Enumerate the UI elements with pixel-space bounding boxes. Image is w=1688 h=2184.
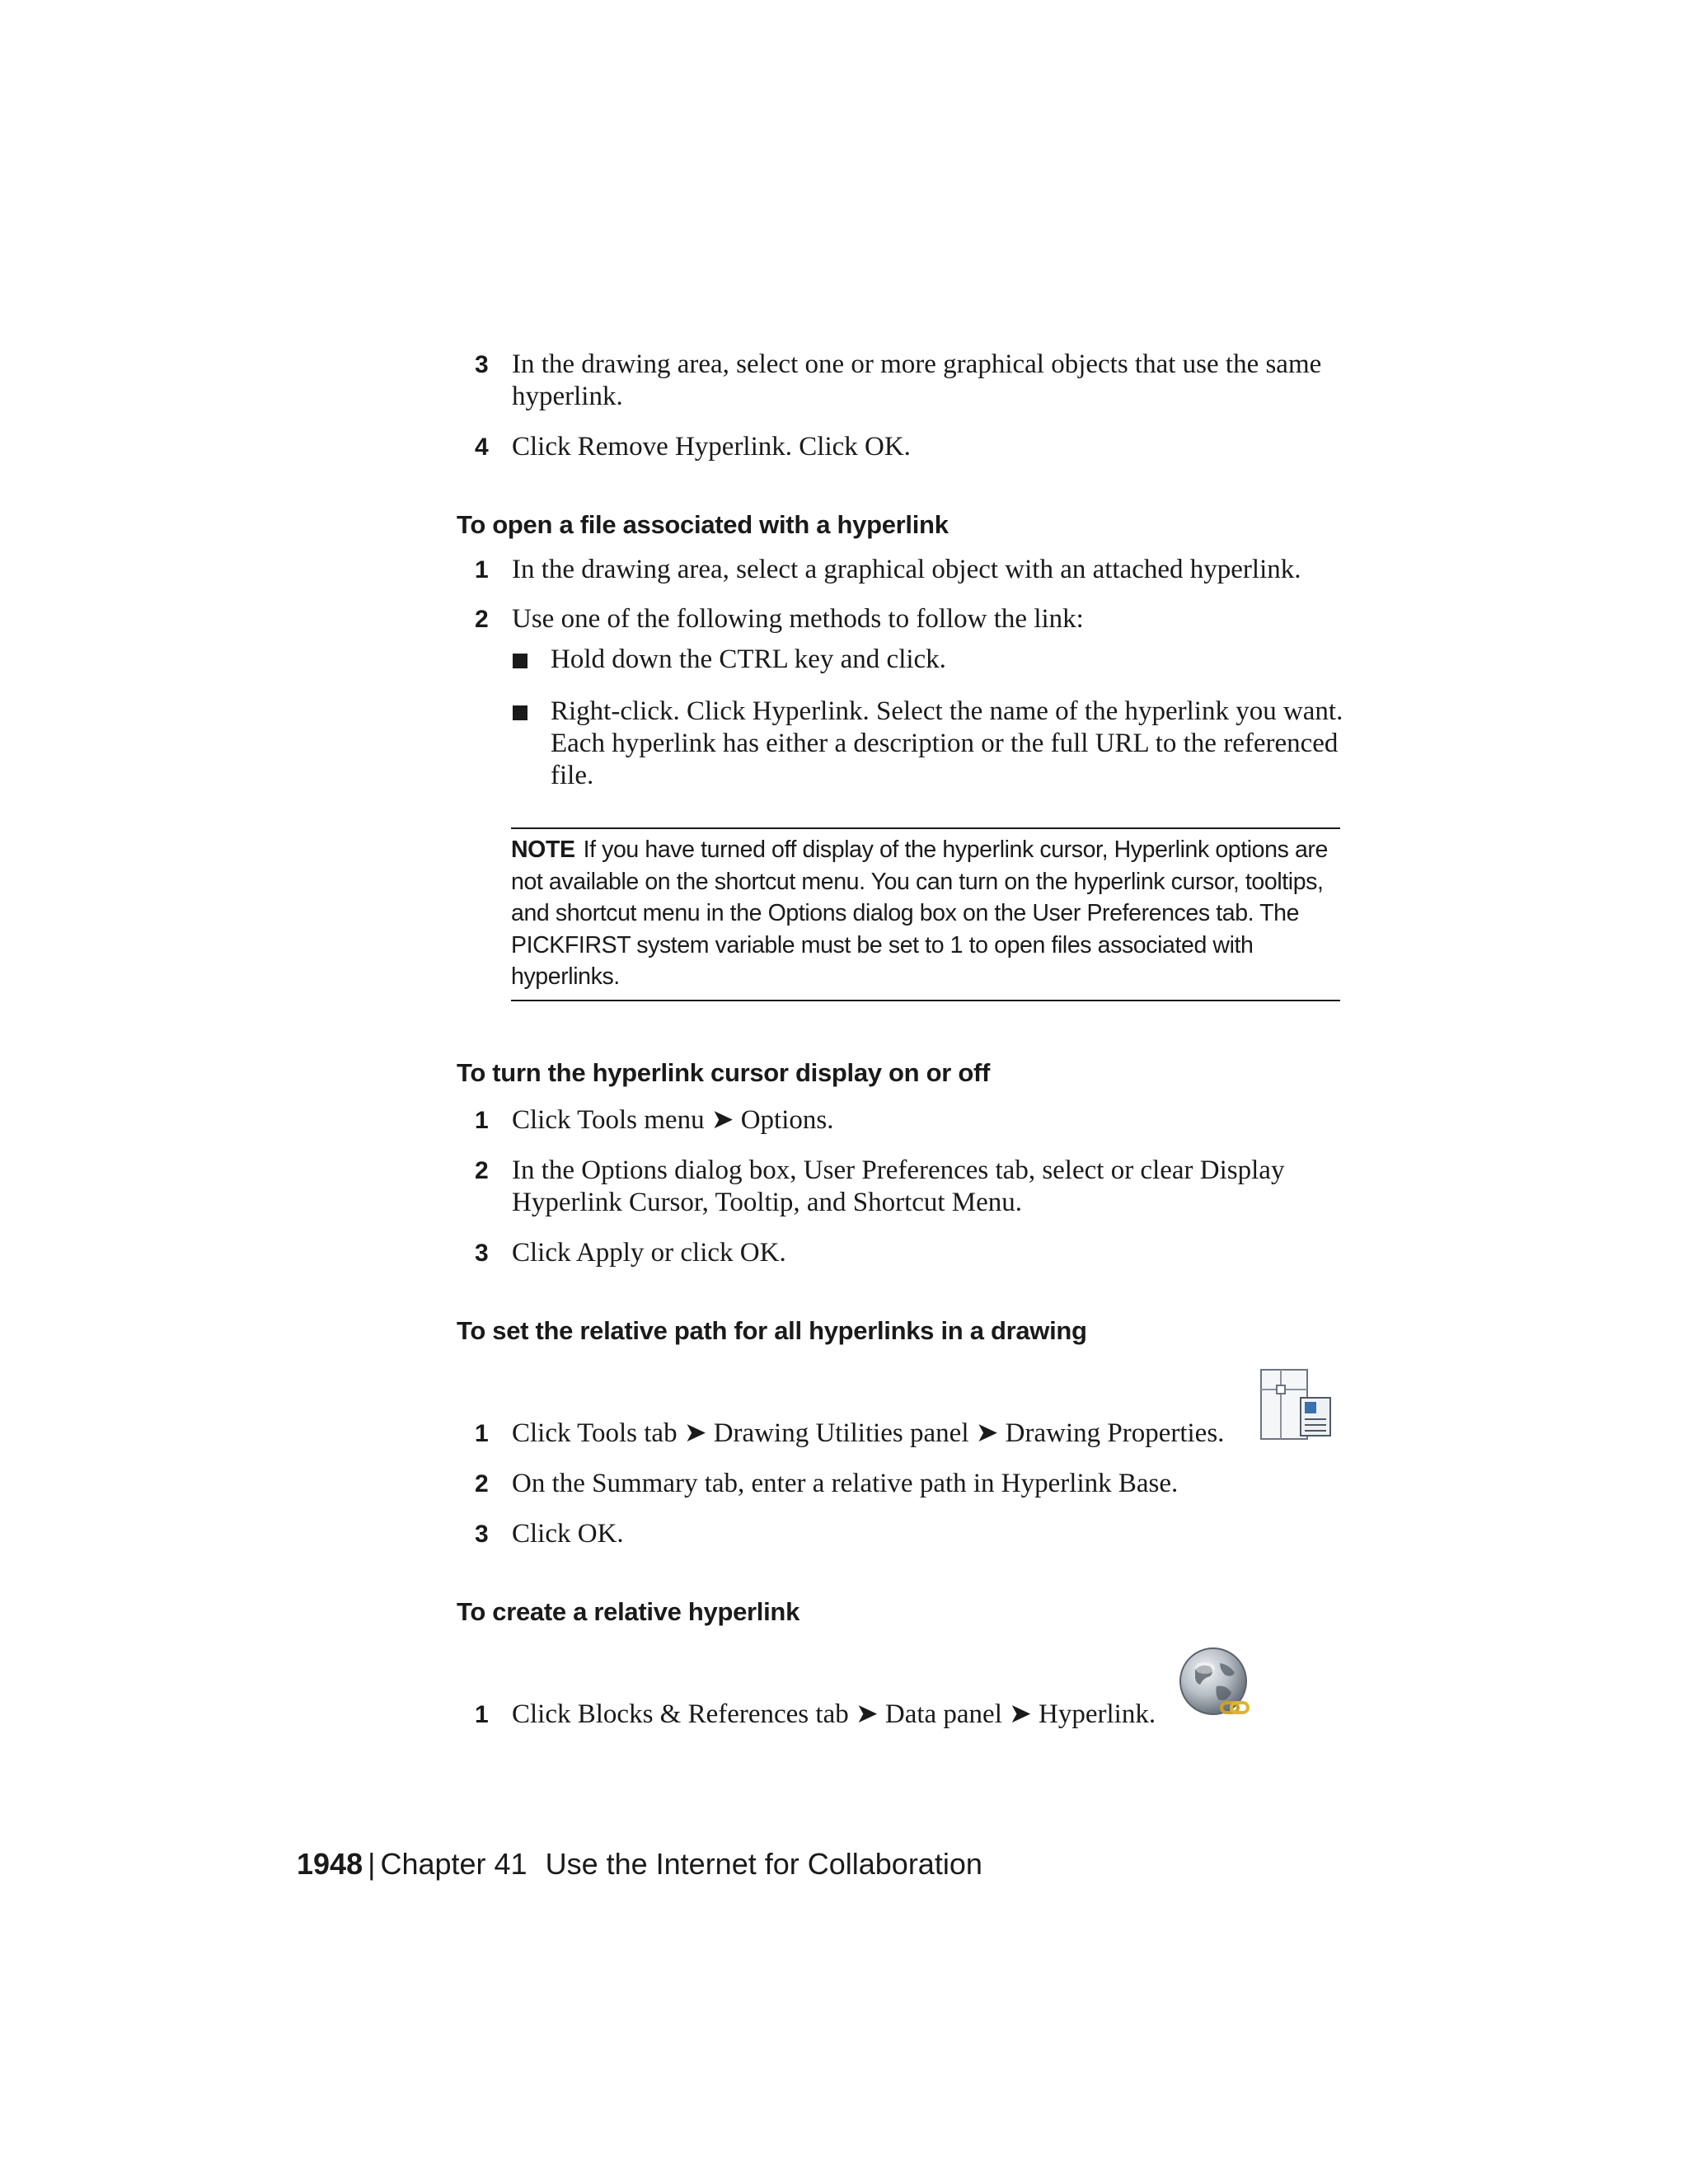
step-number: 1 (475, 1701, 489, 1728)
step-text: Click Blocks & References tab ➤ Data panel ➤ Hyperlink. (512, 1699, 1156, 1729)
step-1-tools-options (475, 1104, 1348, 1137)
step-text: Click OK. (512, 1519, 624, 1549)
bullet-ctrl-click (513, 644, 1348, 676)
heading-relative-path: To set the relative path for all hyperlinks in a drawing (457, 1316, 1087, 1345)
step-text: Click Tools menu ➤ Options. (512, 1105, 834, 1135)
step-3-select-objects (475, 349, 1348, 413)
bullet-right-click (513, 696, 1348, 792)
step-number: 3 (475, 1521, 489, 1548)
step-text: In the Options dialog box, User Preferences tab, select or clear Display Hyperlink Cursor, Tooltip, and Shortcut Menu. (512, 1155, 1285, 1217)
step-text: Click Tools tab ➤ Drawing Utilities panel ➤ Drawing Properties. (512, 1418, 1225, 1448)
step-text: In the drawing area, select one or more graphical objects that use the same hyperlink. (512, 349, 1322, 411)
bullet-marker (513, 654, 528, 668)
step-number: 1 (475, 556, 489, 583)
step-number: 3 (475, 351, 489, 378)
step-text: Use one of the following methods to follow the link: (512, 604, 1084, 634)
step-number: 2 (475, 1470, 489, 1497)
bullet-text: Hold down the CTRL key and click. (551, 644, 946, 674)
step-number: 3 (475, 1240, 489, 1267)
bullet-marker (513, 705, 528, 720)
step-1-select-object (475, 554, 1348, 586)
step-text: Click Apply or click OK. (512, 1238, 786, 1268)
bullet-text: Right-click. Click Hyperlink. Select the name of the hyperlink you want. Each hyperlink has either a description or the full URL to the referenced file. (551, 696, 1343, 790)
hyperlink-globe-icon (1177, 1645, 1254, 1722)
heading-cursor-display: To turn the hyperlink cursor display on or off (457, 1058, 991, 1087)
note-box (511, 827, 1340, 1001)
step-2-follow-link (475, 603, 1348, 635)
drawing-properties-icon (1259, 1368, 1335, 1442)
footer-separator: | (368, 1847, 376, 1881)
step-3-apply (475, 1237, 1348, 1269)
step-number: 2 (475, 1157, 489, 1184)
note-label: NOTE (511, 837, 575, 863)
chapter-title: Use the Internet for Collaboration (545, 1847, 982, 1881)
step-2-options-dialog (475, 1155, 1348, 1219)
step-2-summary-tab (475, 1468, 1348, 1500)
step-number: 1 (475, 1420, 489, 1447)
heading-open-file: To open a file associated with a hyperlink (457, 510, 949, 539)
step-number: 1 (475, 1107, 489, 1134)
step-text: Click Remove Hyperlink. Click OK. (512, 432, 911, 462)
step-number: 4 (475, 434, 489, 461)
heading-create-relative-hyperlink: To create a relative hyperlink (457, 1597, 800, 1626)
step-4-remove-hyperlink (475, 431, 1348, 463)
step-3-click-ok (475, 1518, 1348, 1550)
page-footer (297, 1846, 982, 1882)
step-1-drawing-properties (475, 1418, 1348, 1450)
step-text: On the Summary tab, enter a relative path in Hyperlink Base. (512, 1469, 1179, 1498)
page-number: 1948 (297, 1847, 363, 1881)
step-number: 2 (475, 606, 489, 633)
note-text: If you have turned off display of the hyperlink cursor, Hyperlink options are not available on the shortcut menu. You can turn on the hyperlink cursor, tooltips, and shortcut menu in the Options dialog box on the User Preferences tab. The PICKFIRST system variable must be set to 1 to open files associated with hyperlinks. (511, 837, 1328, 990)
chapter-label: Chapter 41 (380, 1847, 528, 1881)
step-text: In the drawing area, select a graphical object with an attached hyperlink. (512, 555, 1301, 584)
